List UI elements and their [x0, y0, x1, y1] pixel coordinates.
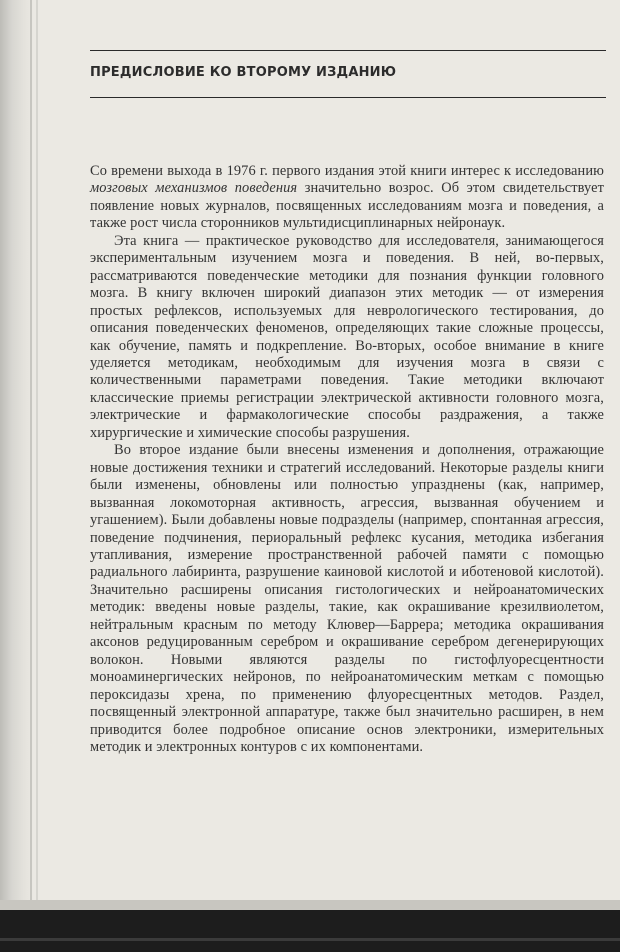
page-bottom-edge — [0, 900, 620, 910]
paragraph-1 — [90, 163, 604, 233]
page-left-edge — [0, 0, 34, 900]
scanner-bottom-bar — [0, 910, 620, 952]
paragraph-1-text-end: значительно возрос. Об этом свидетельствует появление новых журналов, посвященных исследованиям мозга и поведения, а также рост числа сторонников мультидисциплинарных нейронаук. — [90, 180, 604, 232]
page-edge-line — [30, 0, 32, 900]
heading-top-rule — [90, 50, 606, 51]
page-heading: ПРЕДИСЛОВИЕ КО ВТОРОМУ ИЗДАНИЮ — [90, 65, 397, 80]
paragraph-1-emphasis: мозговых механизмов поведения — [90, 180, 298, 197]
paragraph-2: Эта книга — практическое руководство для исследователя, занимающегося экспериментальным изучением мозга и поведения. В ней, во-первых, рассматриваются поведенческие методики для познания функции головного мозга. В книгу включен широкий диапазон этих методик — от измерения простых рефлексов, используемых для неврологического тестирования, до описания поведенческих феноменов, определяющих такие сложные процессы, как обучение, память и подкрепление. Во-вторых, особое внимание в книге уделяется методикам, необходимым для изучения мозга в связи с количественными параметрами поведения. Такие методики включают классические приемы регистрации электрической активности головного мозга, электрические и фармакологические способы раздражения, а также хирургические и химические способы разрушения. — [90, 232, 604, 441]
gutter-shadow — [36, 0, 38, 900]
scanner-bottom-band — [0, 938, 620, 941]
heading-bottom-rule — [90, 97, 606, 98]
paragraph-3: Во второе издание были внесены изменения и дополнения, отражающие новые достижения техники и стратегий исследований. Некоторые разделы книги были изменены, обновлены или полностью упразднены (как, например, вызванная локомоторная активность, агрессия, вызванная обучением и угашением). Были добавлены новые подразделы (например, спонтанная агрессия, поведение подчинения, периоральный рефлекс кусания, методика избегания утапливания, измерение пространственной рабочей памяти с помощью радиального лабиринта, разрушение каиновой кислотой и иботеновой кислотой). Значительно расширены описания гистологических и нейроанатомических методик: введены новые разделы, такие, как окрашивание крезилвиолетом, нейтральным красным по методу Клювер—Баррера; методика окрашивания аксонов редуцированным серебром и окрашивание серебром дегенерирующих волокон. Новыми являются разделы по гистофлуоресцентности моноаминергических нейронов, по нейроанатомическим меткам с помощью пероксидазы хрена, по применению флуоресцентных методов. Раздел, посвященный электронной аппаратуре, также был значительно расширен, в нем приводится более подробное описание основ электроники, измерительных методик и электронных контуров с их компонентами. — [90, 442, 604, 755]
page-body-text — [90, 163, 604, 756]
paragraph-1-text-start: Со времени выхода в 1976 г. первого издания этой книги интерес к исследованию — [90, 163, 604, 179]
